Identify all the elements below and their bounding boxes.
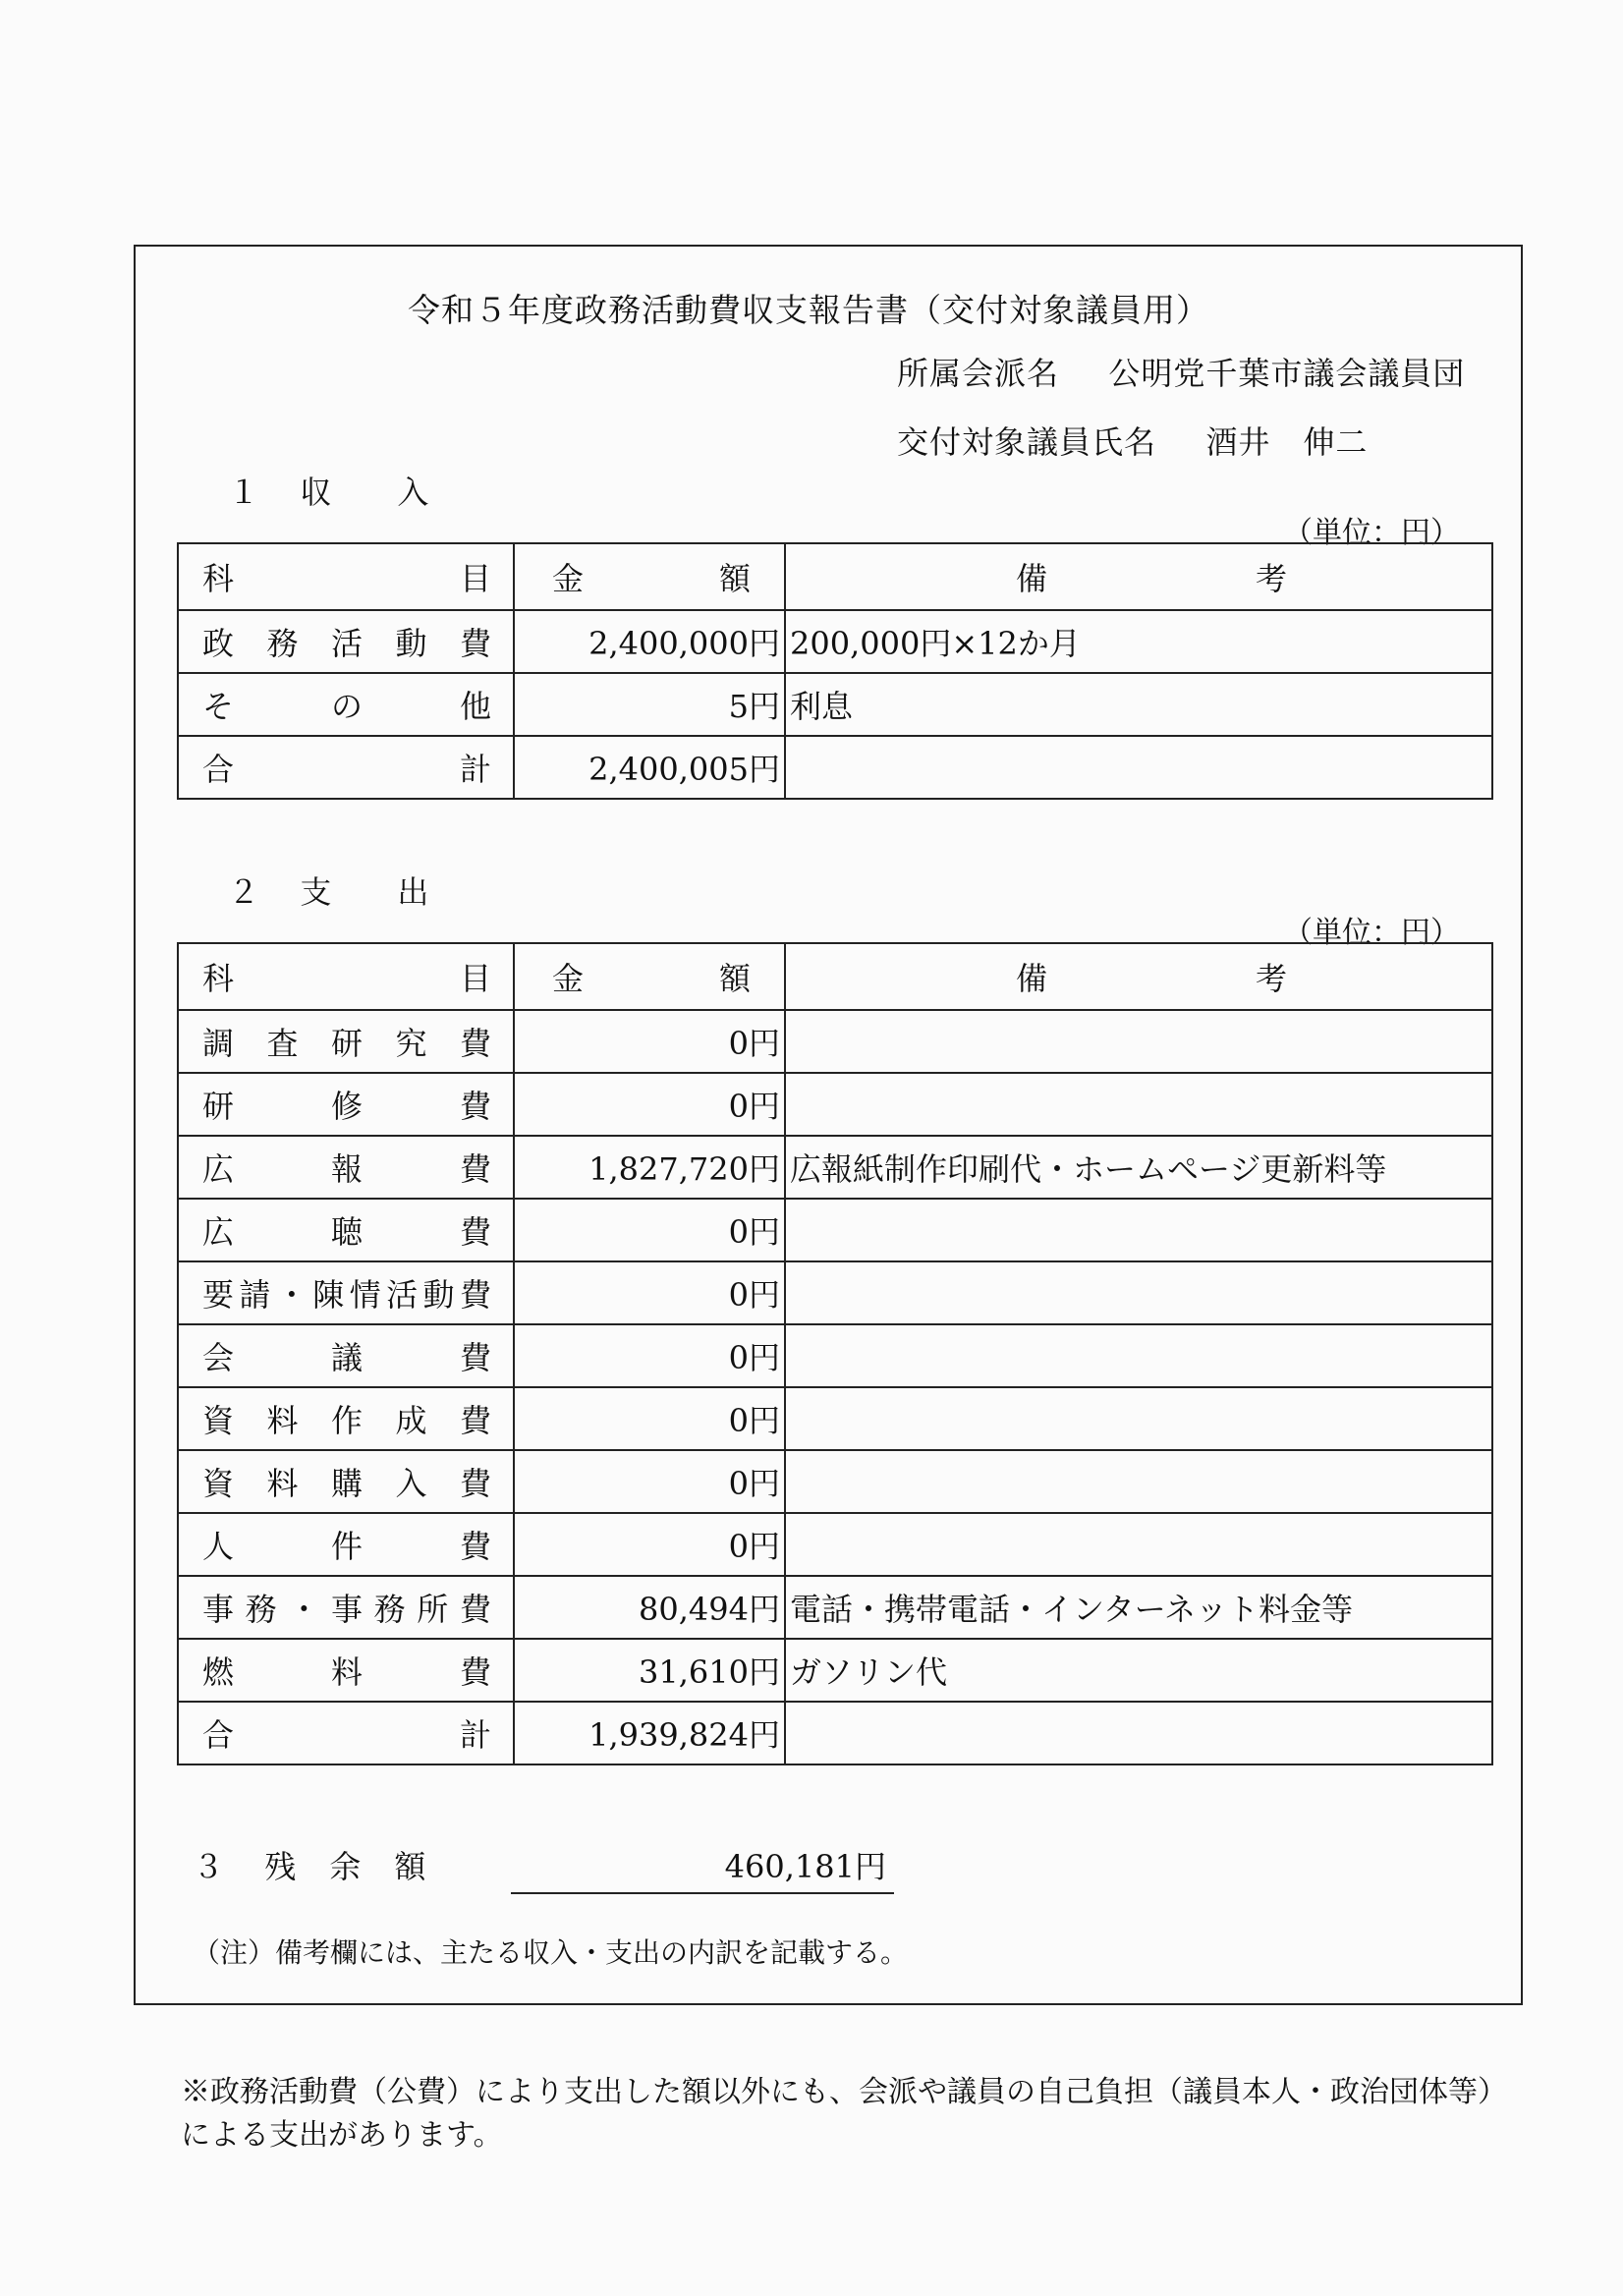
remainder-underline (511, 1892, 894, 1894)
expense-row-note (785, 1387, 1492, 1450)
expense-row-amount: 0円 (514, 1261, 785, 1324)
income-row-note: 200,000円×12か月 (785, 610, 1492, 673)
expense-row-amount: 0円 (514, 1199, 785, 1261)
expense-row-note (785, 1261, 1492, 1324)
expense-row-amount: 0円 (514, 1387, 785, 1450)
faction-label: 所属会派名 (897, 355, 1060, 392)
expense-row-note (785, 1199, 1492, 1261)
expense-row-amount: 80,494円 (514, 1576, 785, 1639)
income-row-amount: 2,400,000円 (514, 610, 785, 673)
remainder-section-number: ３ (193, 1848, 226, 1885)
income-section-title: 収 入 (300, 474, 430, 511)
expense-row-item: 調 査 研 究 費 (178, 1010, 514, 1073)
expense-section-title: 支 出 (300, 873, 430, 911)
expense-header-item: 科 目 (178, 943, 514, 1010)
expense-row-amount: 0円 (514, 1073, 785, 1136)
member-line (897, 418, 1368, 463)
expense-row (178, 1450, 1492, 1513)
expense-row-item: 研 修 費 (178, 1073, 514, 1136)
faction-value: 公明党千葉市議会議員団 (1108, 355, 1466, 392)
expense-row-amount: 1,827,720円 (514, 1136, 785, 1199)
expense-row-note (785, 1513, 1492, 1576)
expense-row (178, 1387, 1492, 1450)
expense-row-amount: 0円 (514, 1324, 785, 1387)
income-unit-label: （単位：円） (1283, 516, 1460, 550)
expense-row (178, 1073, 1492, 1136)
expense-row-item: 合 計 (178, 1702, 514, 1764)
expense-table (177, 942, 1493, 1765)
income-row (178, 673, 1492, 736)
member-value: 酒井 伸二 (1205, 423, 1369, 461)
expense-row (178, 1576, 1492, 1639)
expense-total-row (178, 1702, 1492, 1764)
expense-row-amount: 31,610円 (514, 1639, 785, 1702)
member-label: 交付対象議員氏名 (897, 423, 1157, 461)
expense-row-amount: 0円 (514, 1450, 785, 1513)
expense-row-item: 会 議 費 (178, 1324, 514, 1387)
expense-row (178, 1513, 1492, 1576)
remainder-amount: 460,181円 (724, 1848, 886, 1885)
expense-row-note: ガソリン代 (785, 1639, 1492, 1702)
expense-row-note (785, 1702, 1492, 1764)
expense-row-item: 広 報 費 (178, 1136, 514, 1199)
expense-row-note (785, 1010, 1492, 1073)
expense-unit-label: （単位：円） (1283, 916, 1460, 950)
faction-line (897, 349, 1465, 394)
expense-row-note (785, 1324, 1492, 1387)
footnote-text: ※政務活動費（公費）により支出した額以外にも、会派や議員の自己負担（議員本人・政治団体等）による支出があります。 (181, 2075, 1492, 2153)
expense-section-heading (228, 868, 429, 913)
expense-row-amount: 1,939,824円 (514, 1702, 785, 1764)
income-row-amount: 5円 (514, 673, 785, 736)
expense-row-note (785, 1450, 1492, 1513)
expense-row-note (785, 1073, 1492, 1136)
expense-row-item: 人 件 費 (178, 1513, 514, 1576)
expense-row-amount: 0円 (514, 1010, 785, 1073)
income-row (178, 610, 1492, 673)
income-header-note: 備 考 (785, 543, 1492, 610)
report-title: 令和５年度政務活動費収支報告書（交付対象議員用） (408, 291, 1209, 329)
income-row-item: そ の 他 (178, 673, 514, 736)
expense-header-note: 備 考 (785, 943, 1492, 1010)
expense-row (178, 1639, 1492, 1702)
income-header-amount: 金 額 (514, 543, 785, 610)
income-row-note (785, 736, 1492, 799)
expense-row (178, 1324, 1492, 1387)
expense-row-note: 広報紙制作印刷代・ホームページ更新料等 (785, 1136, 1492, 1199)
expense-row-note: 電話・携帯電話・インターネット料金等 (785, 1576, 1492, 1639)
expense-body (178, 1010, 1492, 1764)
expense-row (178, 1136, 1492, 1199)
income-row-item: 合 計 (178, 736, 514, 799)
expense-row-item: 燃 料 費 (178, 1639, 514, 1702)
expense-row (178, 1199, 1492, 1261)
expense-row (178, 1261, 1492, 1324)
expense-section-number: ２ (228, 873, 261, 911)
expense-row-item: 事 務 ・ 事 務 所 費 (178, 1576, 514, 1639)
income-header-row (178, 543, 1492, 610)
income-section-heading (228, 468, 429, 513)
income-total-row (178, 736, 1492, 799)
income-section-number: １ (228, 474, 261, 511)
income-header-item: 科 目 (178, 543, 514, 610)
income-table (177, 542, 1493, 800)
remainder-label: 残 余 額 (264, 1848, 427, 1885)
expense-header-row (178, 943, 1492, 1010)
income-row-note: 利息 (785, 673, 1492, 736)
expense-row-item: 資 料 購 入 費 (178, 1450, 514, 1513)
expense-row-amount: 0円 (514, 1513, 785, 1576)
expense-row-item: 広 聴 費 (178, 1199, 514, 1261)
expense-row (178, 1010, 1492, 1073)
income-row-amount: 2,400,005円 (514, 736, 785, 799)
expense-header-amount: 金 額 (514, 943, 785, 1010)
income-row-item: 政 務 活 動 費 (178, 610, 514, 673)
remainder-heading (193, 1842, 426, 1887)
expense-row-item: 要 請 ・ 陳 情 活 動 費 (178, 1261, 514, 1324)
note-text: （注）備考欄には、主たる収入・支出の内訳を記載する。 (193, 1936, 909, 1969)
expense-row-item: 資 料 作 成 費 (178, 1387, 514, 1450)
